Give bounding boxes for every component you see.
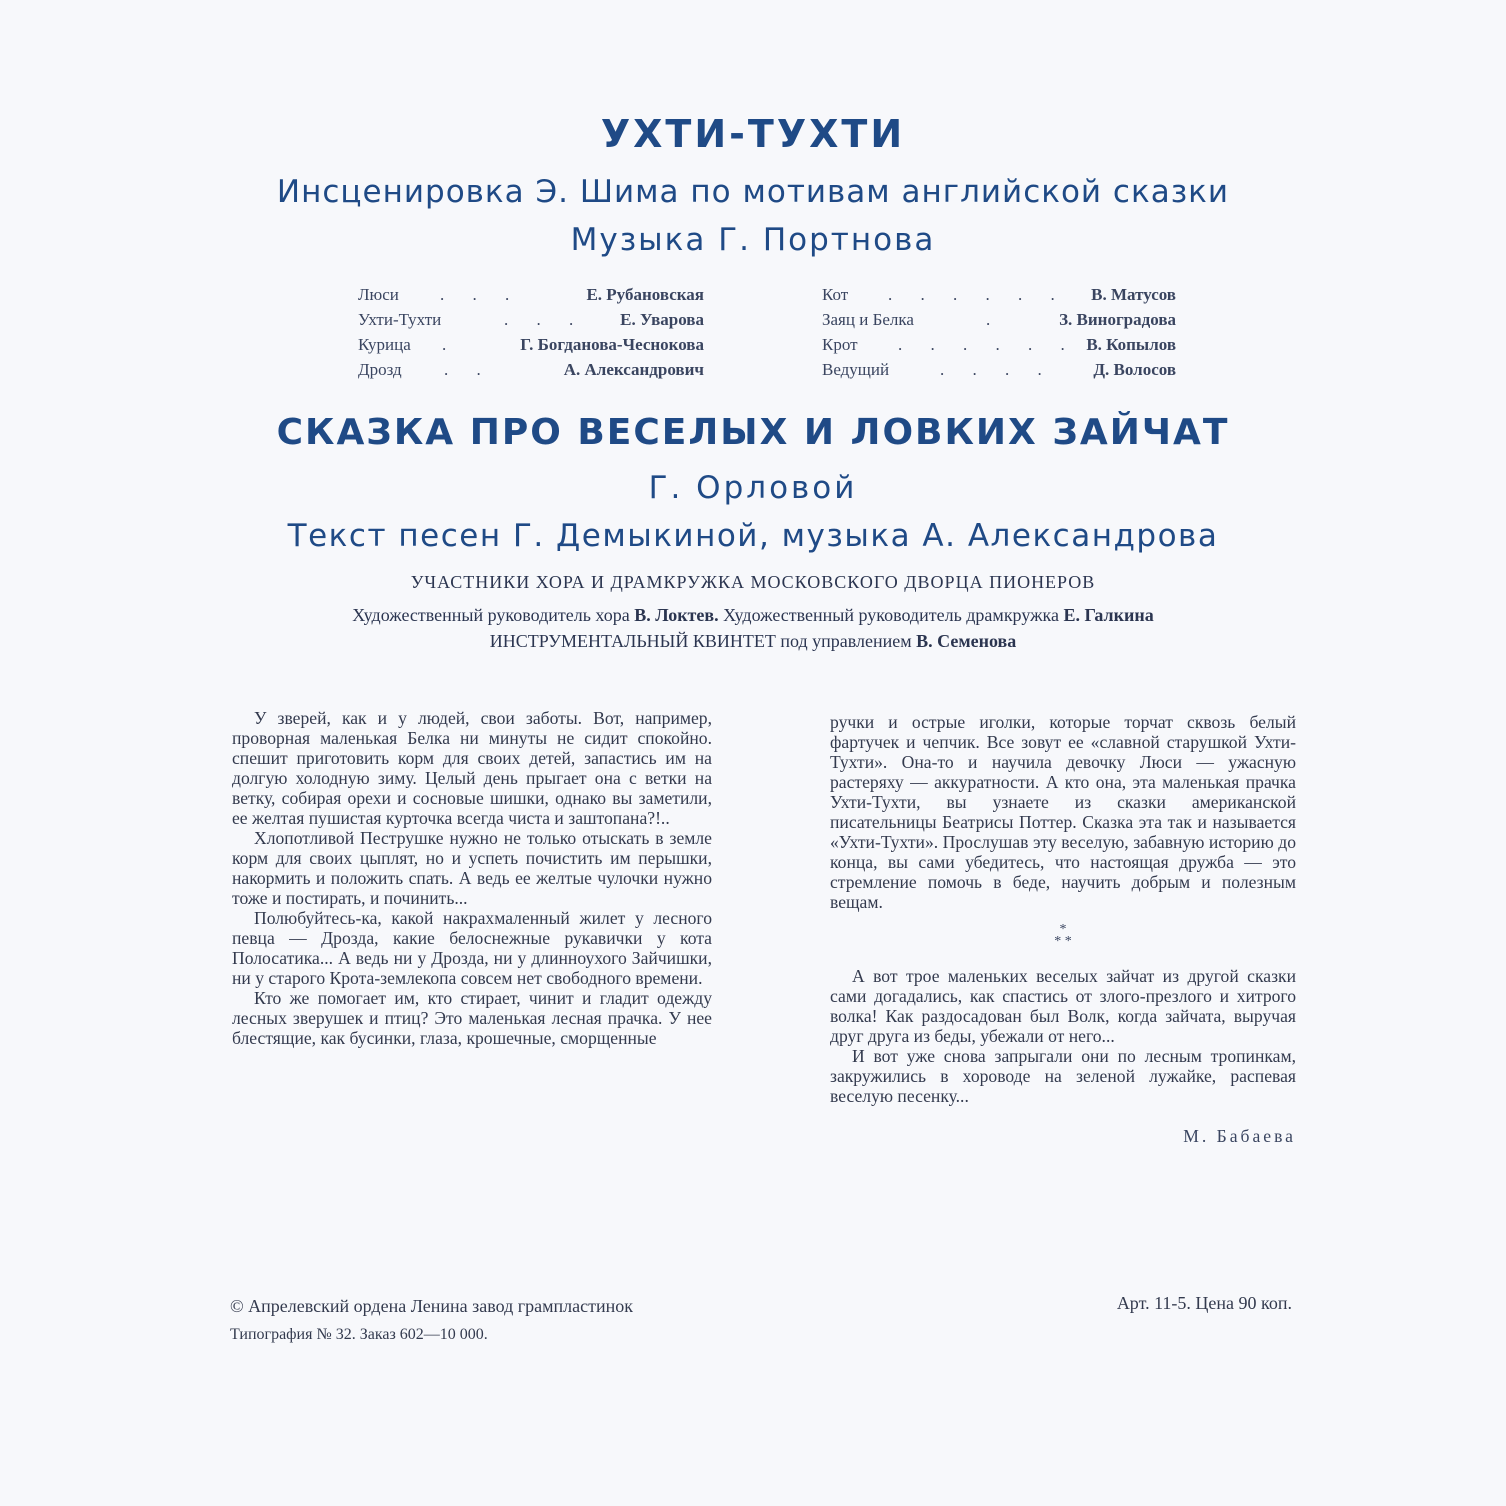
cast-actor: А. Александрович — [563, 360, 704, 379]
section-separator: * * * — [1054, 922, 1072, 949]
cast-list-right — [822, 285, 1176, 385]
cast-role: Курица — [358, 335, 411, 354]
cast-actor: Д. Волосов — [1093, 360, 1176, 379]
performers-line: УЧАСТНИКИ ХОРА И ДРАМКРУЖКА МОСКОВСКОГО ДВОРЦА ПИОНЕРОВ — [410, 572, 1096, 592]
cast-row: Люси . . . Е. Рубановская — [358, 285, 704, 304]
paragraph: Полюбуйтесь-ка, какой накрахмаленный жилет у лесного певца — Дрозда, какие белоснежные рукавички у кота Полосатика... А ведь ни у Дрозда, ни у длинноухого Зайчишки, ни у старого Крота-землекопа совсем нет свободного времени. — [232, 908, 712, 988]
cast-row: Заяц и Белка . З. Виноградова — [822, 310, 1176, 329]
paragraph: Хлопотливой Пеструшке нужно не только отыскать в земле корм для своих цыплят, но и успеть почистить им перышки, накормить и положить спать. А ведь ее желтые чулочки нужно тоже и постирать, и починить... — [232, 828, 712, 908]
cast-row: Дрозд . . А. Александрович — [358, 360, 704, 379]
cast-role: Люси — [358, 285, 399, 304]
cast-row: Ухти-Тухти . . . Е. Уварова — [358, 310, 704, 329]
cast-role: Крот — [822, 335, 858, 354]
paragraph: А вот трое маленьких веселых зайчат из другой сказки сами догадались, как спастись от злого-презлого и хитрого волка! Как раздосадован был Волк, когда зайчата, выручая друг друга из беды, убежали от него... — [830, 966, 1296, 1046]
publisher-line: © Апрелевский ордена Ленина завод грампластинок — [230, 1296, 634, 1316]
paragraph: И вот уже снова запрыгали они по лесным тропинкам, закружились в хороводе на зеленой лужайке, распевая веселую песенку... — [830, 1046, 1296, 1106]
cast-role: Ведущий — [822, 360, 890, 379]
cast-role: Дрозд — [358, 360, 402, 379]
text-column-right — [830, 712, 1296, 1146]
paragraph: Кто же помогает им, кто стирает, чинит и гладит одежду лесных зверушек и птиц? Это маленькая лесная прачка. У нее блестящие, как бусинки, глаза, крошечные, сморщенные — [232, 988, 712, 1048]
paragraph: У зверей, как и у людей, свои заботы. Вот, например, проворная маленькая Белка ни минуты не сидит спокойно. спешит приготовить корм для своих детей, запастись им на долгую холодную зиму. Целый день прыгает она с ветки на ветку, собирая орехи и сосновые шишки, однако вы заметили, ее желтая пушистая курточка всегда чиста и заштопана?!.. — [232, 708, 712, 828]
price-line: Арт. 11-5. Цена 90 коп. — [1116, 1293, 1292, 1313]
record-title: УХТИ-ТУХТИ — [600, 112, 906, 156]
cast-actor: Е. Уварова — [620, 310, 704, 329]
cast-row: Крот . . . . . . В. Копылов — [822, 335, 1176, 354]
cast-row: Курица . Г. Богданова-Чеснокова — [358, 335, 704, 354]
paragraph: ручки и острые иголки, которые торчат сквозь белый фартучек и чепчик. Все зовут ее «славной старушкой Ухти-Тухти». Она-то и научила девочку Люси — ужасную растеряху — аккуратности. А кто она, эта маленькая прачка Ухти-Тухти, вы узнаете из сказки американской писательницы Беатрисы Поттер. Сказка эта так и называется «Ухти-Тухти». Прослушав эту веселую, забавную историю до конца, вы сами убедитесь, что настоящая дружба — это стремление помочь в беде, научить добрым и полезным вещам. — [830, 712, 1296, 912]
text-column-left — [232, 708, 712, 1048]
second-story-author: Г. Орловой — [648, 470, 858, 506]
cast-row: Ведущий . . . . Д. Волосов — [822, 360, 1176, 379]
cast-actor: Г. Богданова-Чеснокова — [520, 335, 704, 354]
cast-actor: Е. Рубановская — [586, 285, 704, 304]
cast-row: Кот . . . . . . В. Матусов — [822, 285, 1176, 304]
cast-actor: З. Виноградова — [1059, 310, 1176, 329]
adaptation-credit: Инсценировка Э. Шима по мотивам английской сказки — [276, 174, 1230, 210]
cast-role: Ухти-Тухти — [358, 310, 442, 329]
second-story-title: СКАЗКА ПРО ВЕСЕЛЫХ И ЛОВКИХ ЗАЙЧАТ — [276, 412, 1230, 453]
cast-role: Заяц и Белка — [822, 310, 914, 329]
music-credit: Музыка Г. Портнова — [570, 222, 936, 258]
cast-role: Кот — [822, 285, 849, 304]
cast-actor: В. Копылов — [1086, 335, 1176, 354]
directors-line: Художественный руководитель хора В. Локтев. Художественный руководитель драмкружка Е. Галкина — [352, 605, 1154, 625]
cast-actor: В. Матусов — [1091, 285, 1176, 304]
cast-list-left — [358, 285, 704, 385]
signature: М. Бабаева — [1183, 1126, 1296, 1146]
songs-credit: Текст песен Г. Демыкиной, музыка А. Александрова — [287, 518, 1219, 554]
quintet-line: ИНСТРУМЕНТАЛЬНЫЙ КВИНТЕТ под управлением В. Семенова — [489, 631, 1017, 651]
print-line: Типография № 32. Заказ 602—10 000. — [230, 1326, 488, 1343]
